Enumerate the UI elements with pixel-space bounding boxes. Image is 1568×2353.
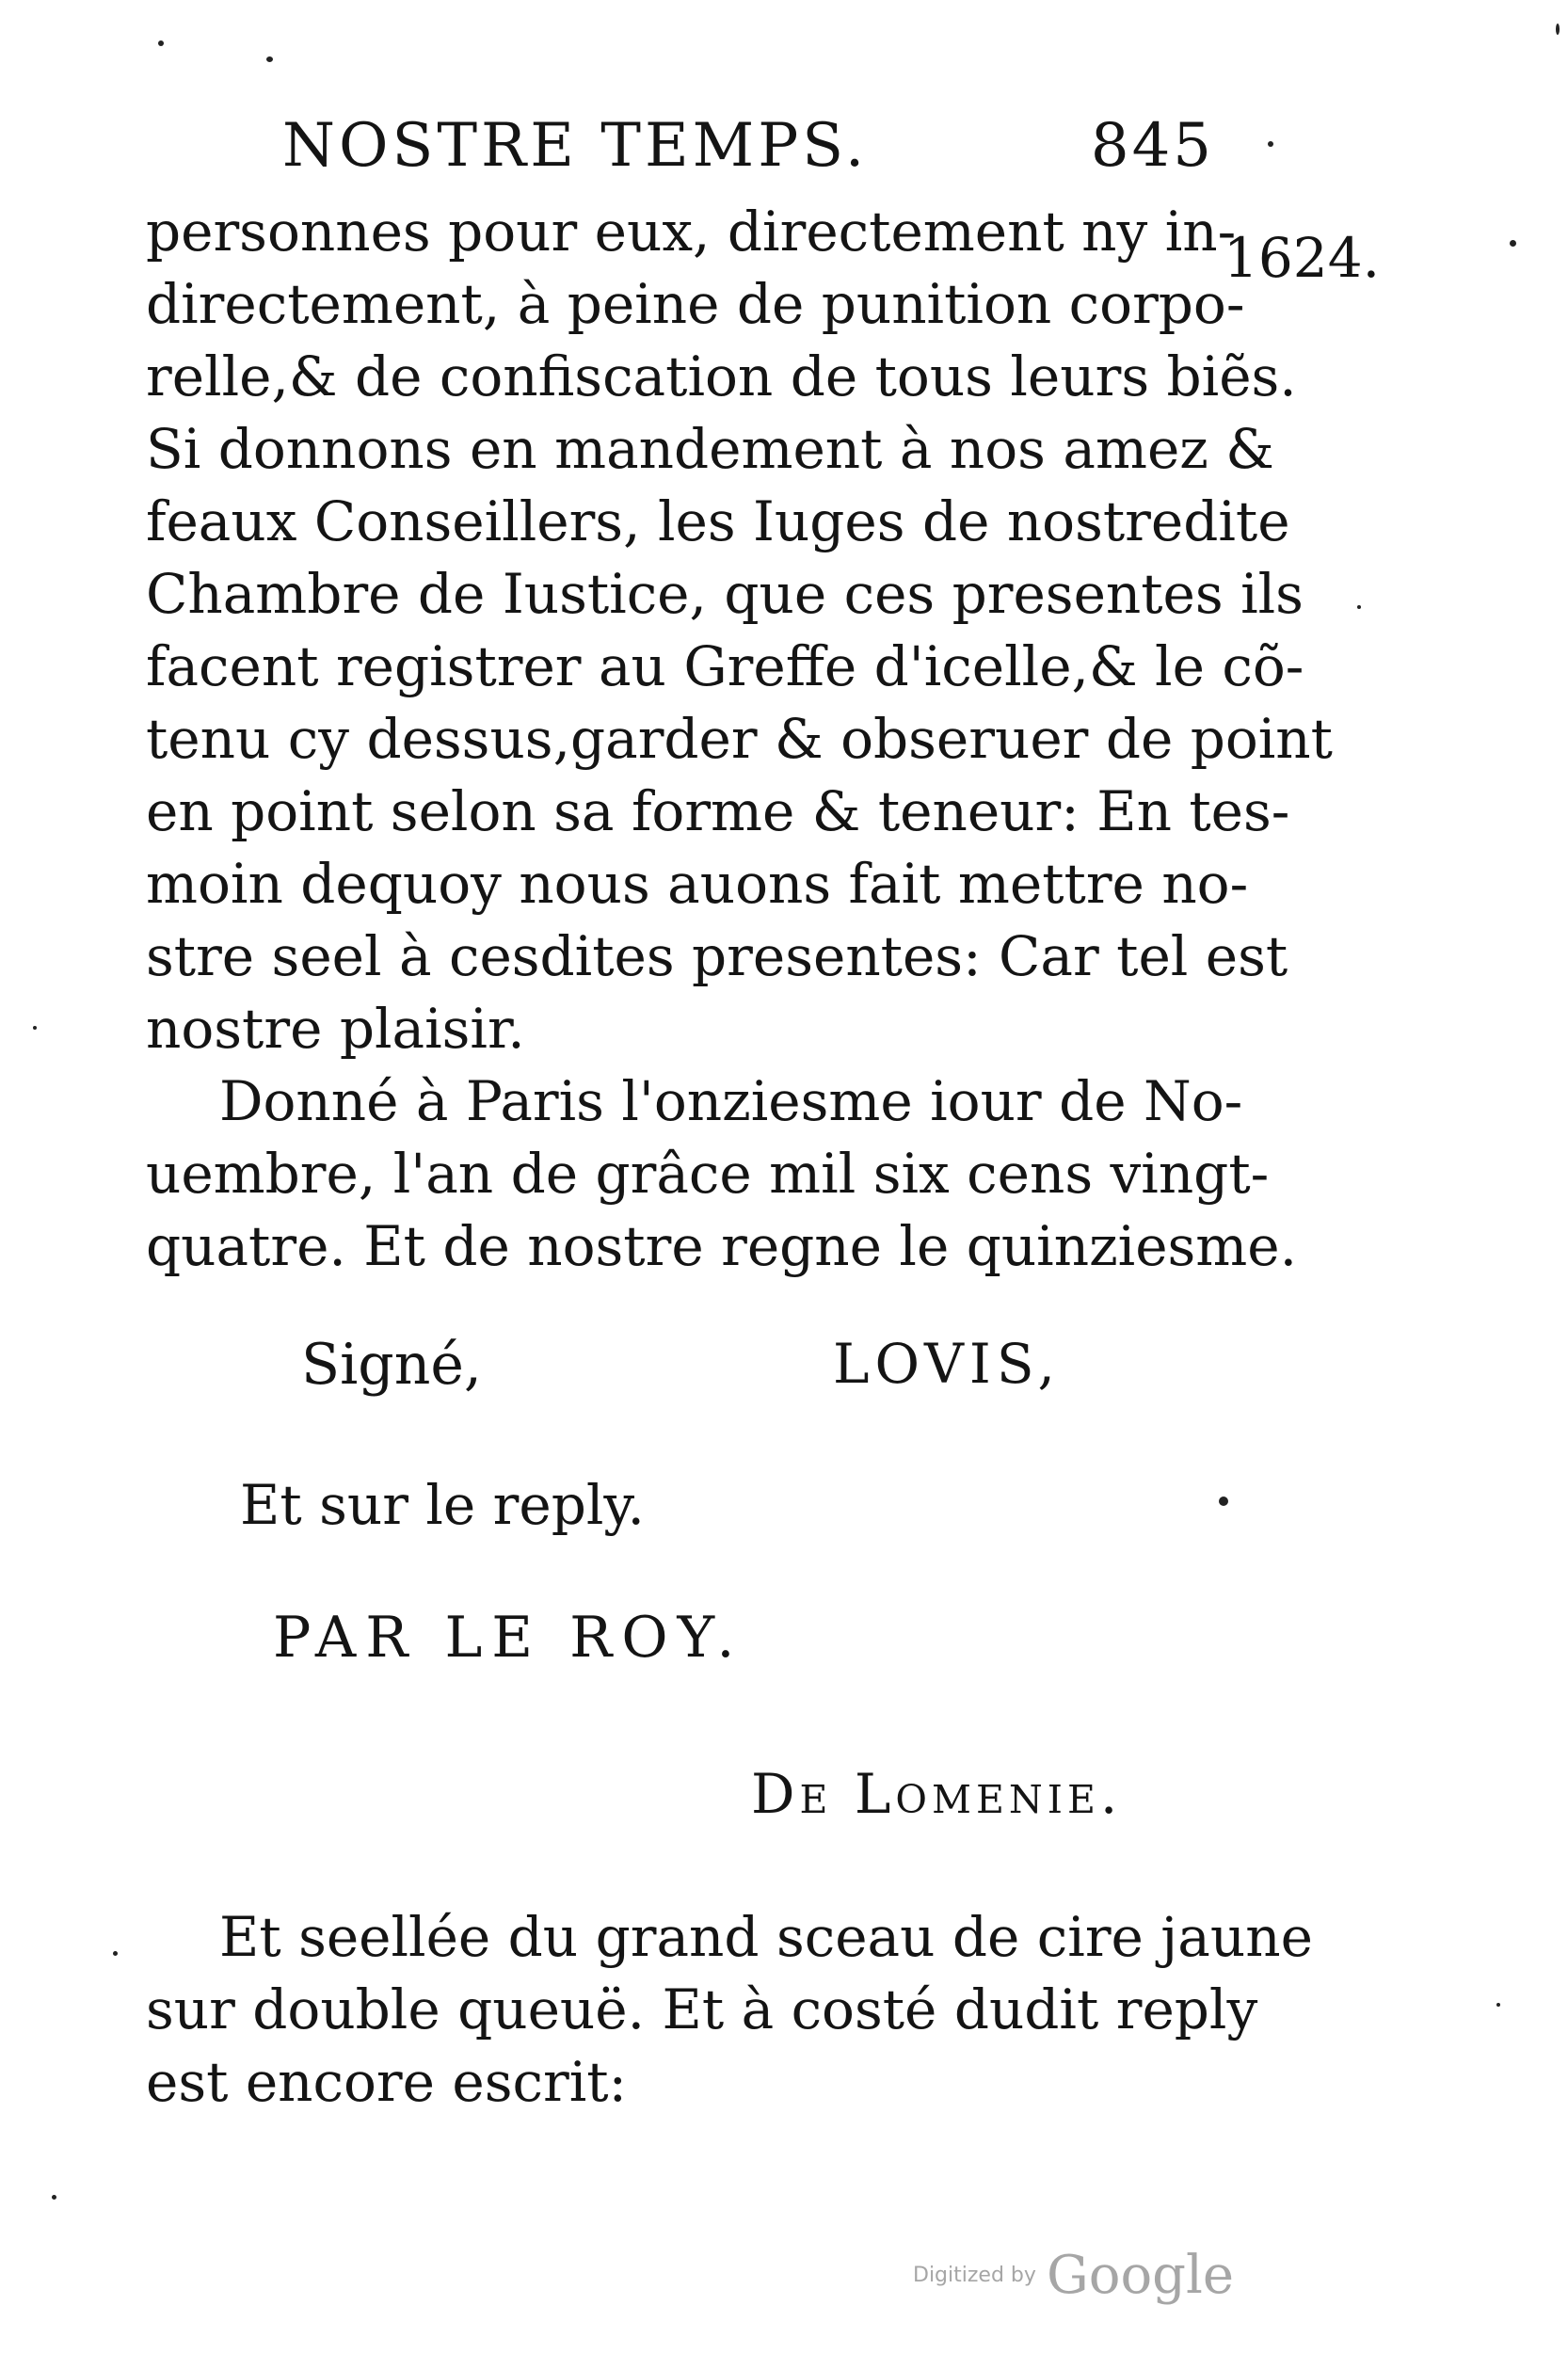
text-line: Si donnons en mandement à nos amez & (146, 417, 1274, 481)
page-header (282, 111, 1214, 196)
text-line: Et seellée du grand sceau de cire jaune (219, 1905, 1313, 1969)
text-line: uembre, l'an de grâce mil six cens vingt- (146, 1142, 1270, 1206)
signature-row (0, 1332, 1568, 1407)
text-line: tenu cy dessus,garder & obseruer de point (146, 707, 1333, 771)
watermark-brand: Google (1047, 2245, 1235, 2306)
print-speck (1219, 1497, 1228, 1506)
seal-text (146, 1899, 1313, 2117)
text-line: relle,& de confiscation de tous leurs biẽs. (146, 344, 1297, 408)
reply-label: Et sur le reply. (240, 1473, 645, 1537)
print-speck (1268, 141, 1273, 147)
signed-label: Signé, (301, 1332, 482, 1398)
print-speck (113, 1951, 118, 1956)
print-speck (33, 1026, 37, 1030)
text-line: quatre. Et de nostre regne le quinziesme. (146, 1214, 1298, 1278)
text-line: directement, à peine de punition corpo- (146, 272, 1245, 336)
margin-year-note: 1624. (1224, 226, 1381, 290)
digitized-watermark (913, 2245, 1234, 2306)
king-name: LOVIS, (833, 1332, 1061, 1396)
text-line: facent registrer au Greffe d'icelle,& le cõ- (146, 634, 1304, 698)
text-line: stre seel à cesdites presentes: Car tel est (146, 924, 1288, 988)
text-line: moin dequoy nous auons fait mettre no- (146, 852, 1249, 916)
print-speck (266, 56, 273, 62)
print-speck (1510, 240, 1516, 247)
print-speck (1357, 605, 1361, 609)
print-speck (52, 2195, 56, 2200)
running-head: NOSTRE TEMPS. (282, 111, 869, 181)
watermark-prefix: Digitized by (913, 2264, 1036, 2287)
print-speck (1496, 2003, 1500, 2007)
text-line: en point selon sa forme & teneur: En tes- (146, 779, 1290, 843)
text-line: est encore escrit: (146, 2050, 628, 2114)
text-line: Chambre de Iustice, que ces presentes ils (146, 562, 1304, 626)
text-line: Donné à Paris l'onziesme iour de No- (219, 1069, 1243, 1133)
print-speck (1556, 24, 1560, 35)
text-line: sur double queuë. Et à costé dudit reply (146, 1977, 1258, 2041)
text-line: personnes pour eux, directement ny in- (146, 200, 1237, 264)
secretary-signature: De Lomenie. (751, 1762, 1123, 1826)
text-line: nostre plaisir. (146, 997, 525, 1061)
text-line: feaux Conseillers, les Iuges de nostredite (146, 489, 1290, 553)
print-speck (158, 40, 164, 46)
by-the-king: PAR LE ROY. (273, 1605, 744, 1671)
page-number: 845 (1090, 111, 1214, 181)
